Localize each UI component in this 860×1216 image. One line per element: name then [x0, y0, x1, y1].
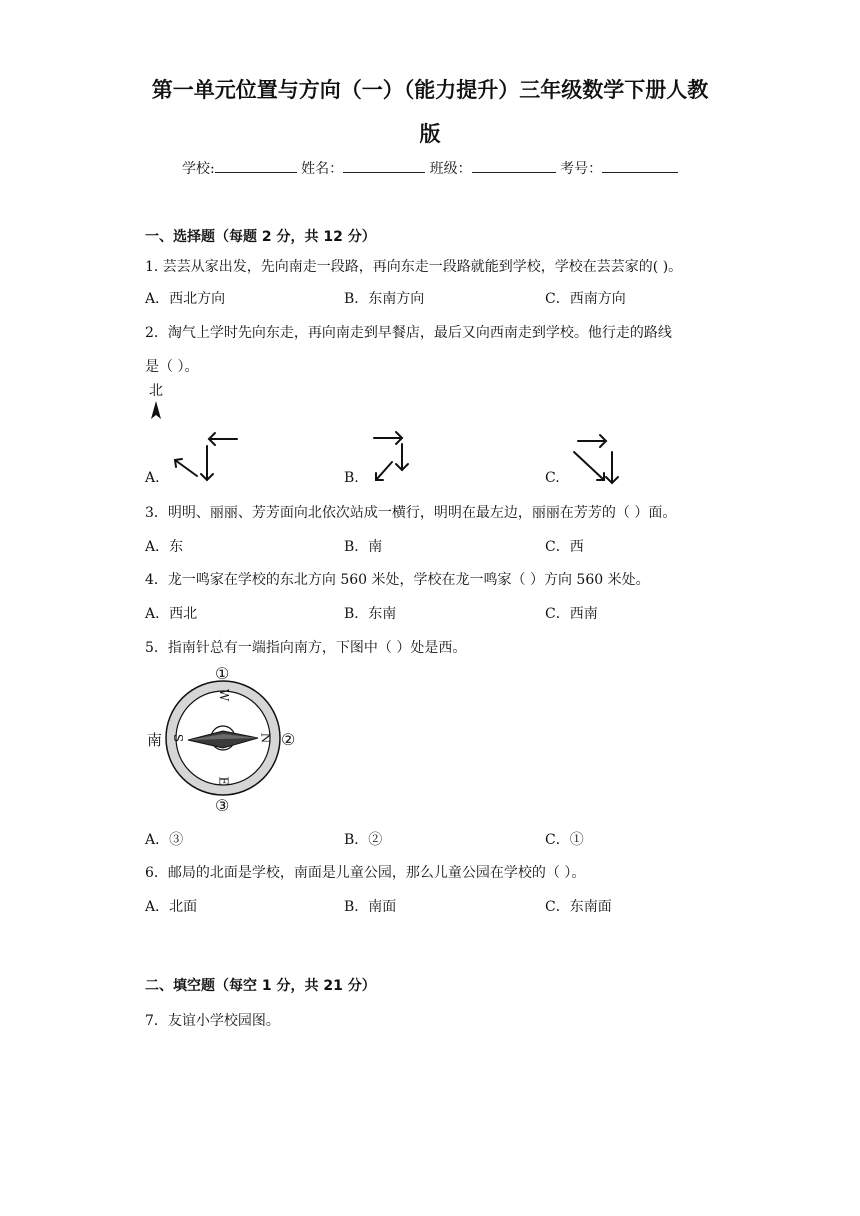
student-info-line	[182, 158, 678, 178]
compass-marker-1[interactable]: ①	[215, 664, 230, 683]
section-heading-fill: 二、填空题（每空 1 分，共 21 分）	[145, 978, 376, 994]
question-5: 5．指南针总有一端指向南方，下图中（ ）处是西。	[145, 640, 467, 656]
route-b-icon[interactable]	[362, 426, 432, 488]
compass-marker-2[interactable]: ②	[281, 730, 296, 749]
number-label: 考号：	[560, 161, 603, 177]
route-a-icon[interactable]	[165, 428, 245, 488]
q6-option-c[interactable]: C．东南面	[545, 899, 612, 915]
compass-letter-e: E	[216, 776, 231, 786]
question-3: 3．明明、丽丽、芳芳面向北依次站成一横行，明明在最左边，丽丽在芳芳的（ ）面。	[145, 505, 677, 521]
class-blank[interactable]	[472, 159, 556, 173]
q2-option-c-label[interactable]: C.	[545, 470, 560, 486]
question-7: 7．友谊小学校园图。	[145, 1013, 280, 1029]
school-label: 学校:	[182, 161, 215, 177]
compass-letter-n: N	[258, 732, 273, 744]
question-2-line-2: 是（ ）。	[145, 359, 199, 375]
question-2-line-1: 2．淘气上学时先向东走，再向南走到早餐店，最后又向西南走到学校。他行走的路线	[145, 325, 672, 341]
q3-option-a[interactable]: A．东	[145, 539, 184, 555]
q2-option-a-label[interactable]: A.	[145, 470, 160, 486]
compass-letter-s: S	[171, 733, 186, 743]
q1-option-b[interactable]: B．东南方向	[344, 291, 425, 307]
q1-option-c[interactable]: C．西南方向	[545, 291, 626, 307]
q2-option-b-label[interactable]: B.	[344, 470, 359, 486]
compass-figure	[140, 660, 310, 820]
route-c-icon[interactable]	[566, 430, 626, 490]
section-heading-choice: 一、选择题（每题 2 分，共 12 分）	[145, 229, 376, 245]
compass-south-label: 南	[147, 731, 163, 749]
q4-option-c[interactable]: C．西南	[545, 606, 598, 622]
class-label: 班级：	[429, 161, 472, 177]
page-title-continued: 版	[419, 122, 441, 146]
q4-option-b[interactable]: B．东南	[344, 606, 397, 622]
name-blank[interactable]	[343, 159, 425, 173]
q6-option-b[interactable]: B．南面	[344, 899, 397, 915]
q3-option-b[interactable]: B．南	[344, 539, 383, 555]
q5-option-a[interactable]: A．③	[145, 832, 184, 848]
north-label: 北	[149, 383, 163, 399]
q1-option-a[interactable]: A．西北方向	[145, 291, 226, 307]
name-label: 姓名：	[301, 161, 344, 177]
page-title: 第一单元位置与方向（一）（能力提升）三年级数学下册人教	[151, 78, 709, 102]
q5-option-b[interactable]: B．②	[344, 832, 383, 848]
compass-marker-3[interactable]: ③	[215, 796, 230, 815]
north-arrowhead-icon	[145, 399, 167, 423]
q3-option-c[interactable]: C．西	[545, 539, 584, 555]
question-6: 6．邮局的北面是学校，南面是儿童公园，那么儿童公园在学校的（ ）。	[145, 865, 586, 881]
q5-option-c[interactable]: C．①	[545, 832, 584, 848]
school-blank[interactable]	[215, 159, 297, 173]
question-1: 1. 芸芸从家出发，先向南走一段路，再向东走一段路就能到学校，学校在芸芸家的( )。	[145, 259, 683, 275]
question-4: 4．龙一鸣家在学校的东北方向 560 米处，学校在龙一鸣家（ ）方向 560 米处。	[145, 572, 650, 588]
q4-option-a[interactable]: A．西北	[145, 606, 198, 622]
compass-letter-w: W	[217, 688, 232, 702]
q6-option-a[interactable]: A．北面	[145, 899, 198, 915]
north-arrow-icon	[145, 383, 167, 425]
number-blank[interactable]	[602, 159, 678, 173]
